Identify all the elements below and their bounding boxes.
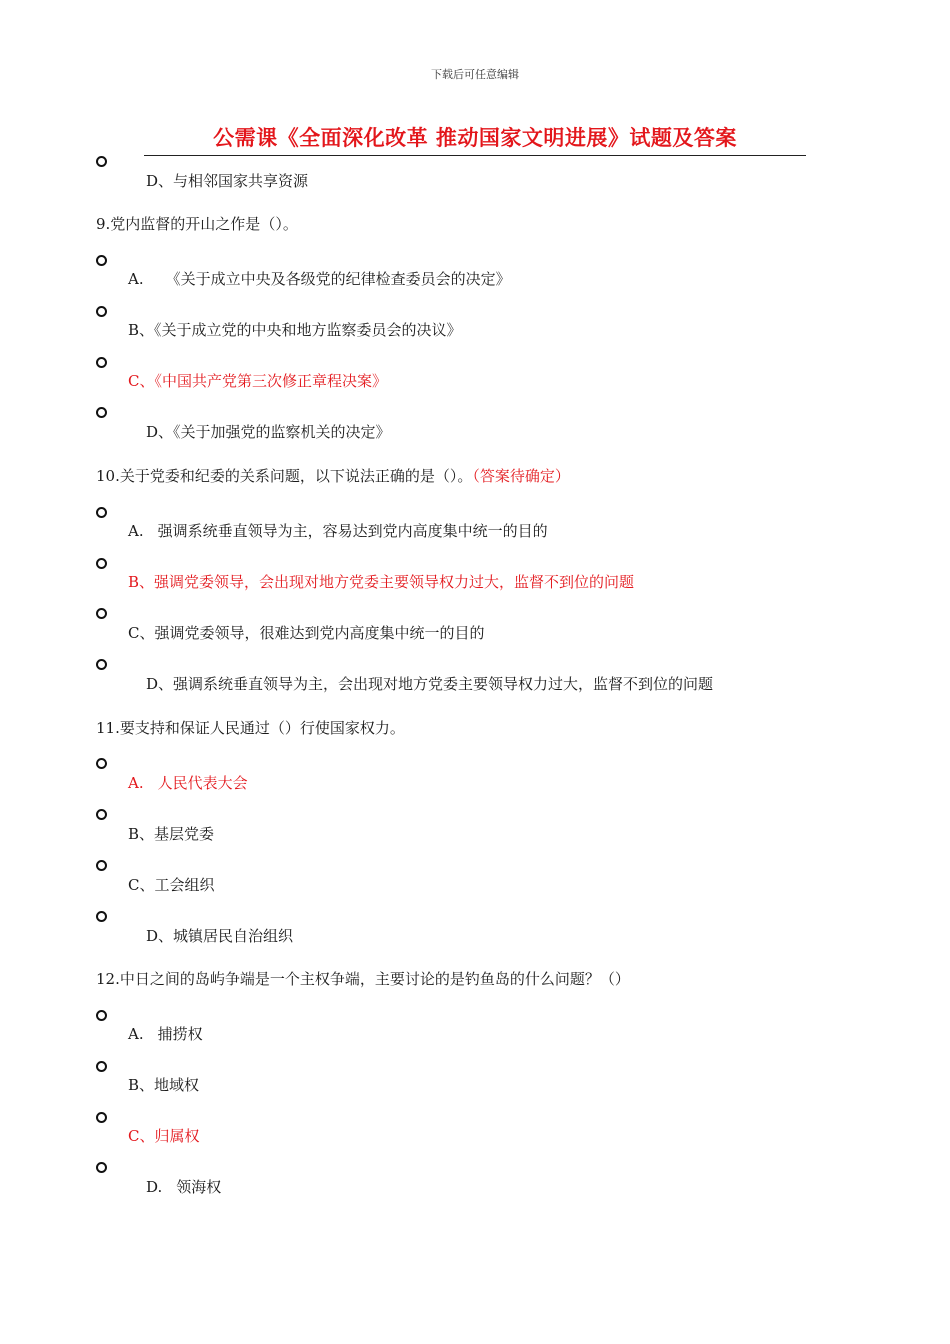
option-letter: A. bbox=[128, 270, 144, 288]
radio-button[interactable] bbox=[96, 558, 107, 569]
radio-button[interactable] bbox=[96, 306, 107, 317]
radio-button[interactable] bbox=[96, 156, 107, 167]
radio-button[interactable] bbox=[96, 608, 107, 619]
option-c-correct: C、《中国共产党第三次修正章程决案》 bbox=[128, 372, 387, 390]
option-letter: A. bbox=[128, 1025, 144, 1043]
radio-button[interactable] bbox=[96, 911, 107, 922]
option-a bbox=[128, 1024, 203, 1044]
option-b: B、地域权 bbox=[128, 1076, 200, 1094]
radio-button[interactable] bbox=[96, 1162, 107, 1173]
option-a bbox=[128, 269, 511, 289]
option-d: D、《关于加强党的监察机关的决定》 bbox=[146, 423, 391, 441]
question-text: 10.关于党委和纪委的关系问题，以下说法正确的是（）。 bbox=[96, 467, 473, 485]
radio-button[interactable] bbox=[96, 255, 107, 266]
option-letter: A. bbox=[128, 774, 144, 792]
option-b-correct: B、强调党委领导，会出现对地方党委主要领导权力过大，监督不到位的问题 bbox=[128, 573, 635, 591]
document-title: 公需课《全面深化改革 推动国家文明进展》试题及答案 bbox=[144, 122, 806, 156]
radio-button[interactable] bbox=[96, 507, 107, 518]
option-d bbox=[146, 1177, 221, 1197]
option-text: 领海权 bbox=[176, 1178, 222, 1196]
option-c: C、工会组织 bbox=[128, 876, 215, 894]
radio-button[interactable] bbox=[96, 1061, 107, 1072]
radio-button[interactable] bbox=[96, 659, 107, 670]
radio-button[interactable] bbox=[96, 407, 107, 418]
pending-note: （答案待确定） bbox=[472, 467, 570, 485]
radio-button[interactable] bbox=[96, 758, 107, 769]
option-text: 人民代表大会 bbox=[157, 774, 248, 792]
option-d: D、城镇居民自治组织 bbox=[146, 927, 294, 945]
question-12: 12.中日之间的岛屿争端是一个主权争端，主要讨论的是钓鱼岛的什么问题？（） bbox=[96, 970, 630, 988]
radio-button[interactable] bbox=[96, 1112, 107, 1123]
option-letter: A. bbox=[128, 522, 144, 540]
option-b: B、《关于成立党的中央和地方监察委员会的决议》 bbox=[128, 321, 462, 339]
header-note: 下载后可任意编辑 bbox=[431, 68, 519, 81]
option-a bbox=[128, 521, 548, 541]
question-11: 11.要支持和保证人民通过（）行使国家权力。 bbox=[96, 719, 405, 737]
option-b: B、基层党委 bbox=[128, 825, 215, 843]
option-letter: D. bbox=[146, 1178, 163, 1196]
radio-button[interactable] bbox=[96, 357, 107, 368]
option-text: 捕捞权 bbox=[157, 1025, 203, 1043]
option-text: 《关于成立中央及各级党的纪律检查委员会的决定》 bbox=[165, 270, 511, 288]
option-c: C、强调党委领导，很难达到党内高度集中统一的目的 bbox=[128, 624, 485, 642]
option-text: 强调系统垂直领导为主，容易达到党内高度集中统一的目的 bbox=[157, 522, 548, 540]
option-d: D、强调系统垂直领导为主，会出现对地方党委主要领导权力过大，监督不到位的问题 bbox=[146, 675, 714, 693]
option-d: D、与相邻国家共享资源 bbox=[146, 172, 309, 190]
radio-button[interactable] bbox=[96, 860, 107, 871]
option-c-correct: C、归属权 bbox=[128, 1127, 200, 1145]
radio-button[interactable] bbox=[96, 809, 107, 820]
question-10 bbox=[96, 466, 570, 486]
question-9: 9.党内监督的开山之作是（）。 bbox=[96, 215, 298, 233]
radio-button[interactable] bbox=[96, 1010, 107, 1021]
option-a-correct bbox=[128, 773, 248, 793]
